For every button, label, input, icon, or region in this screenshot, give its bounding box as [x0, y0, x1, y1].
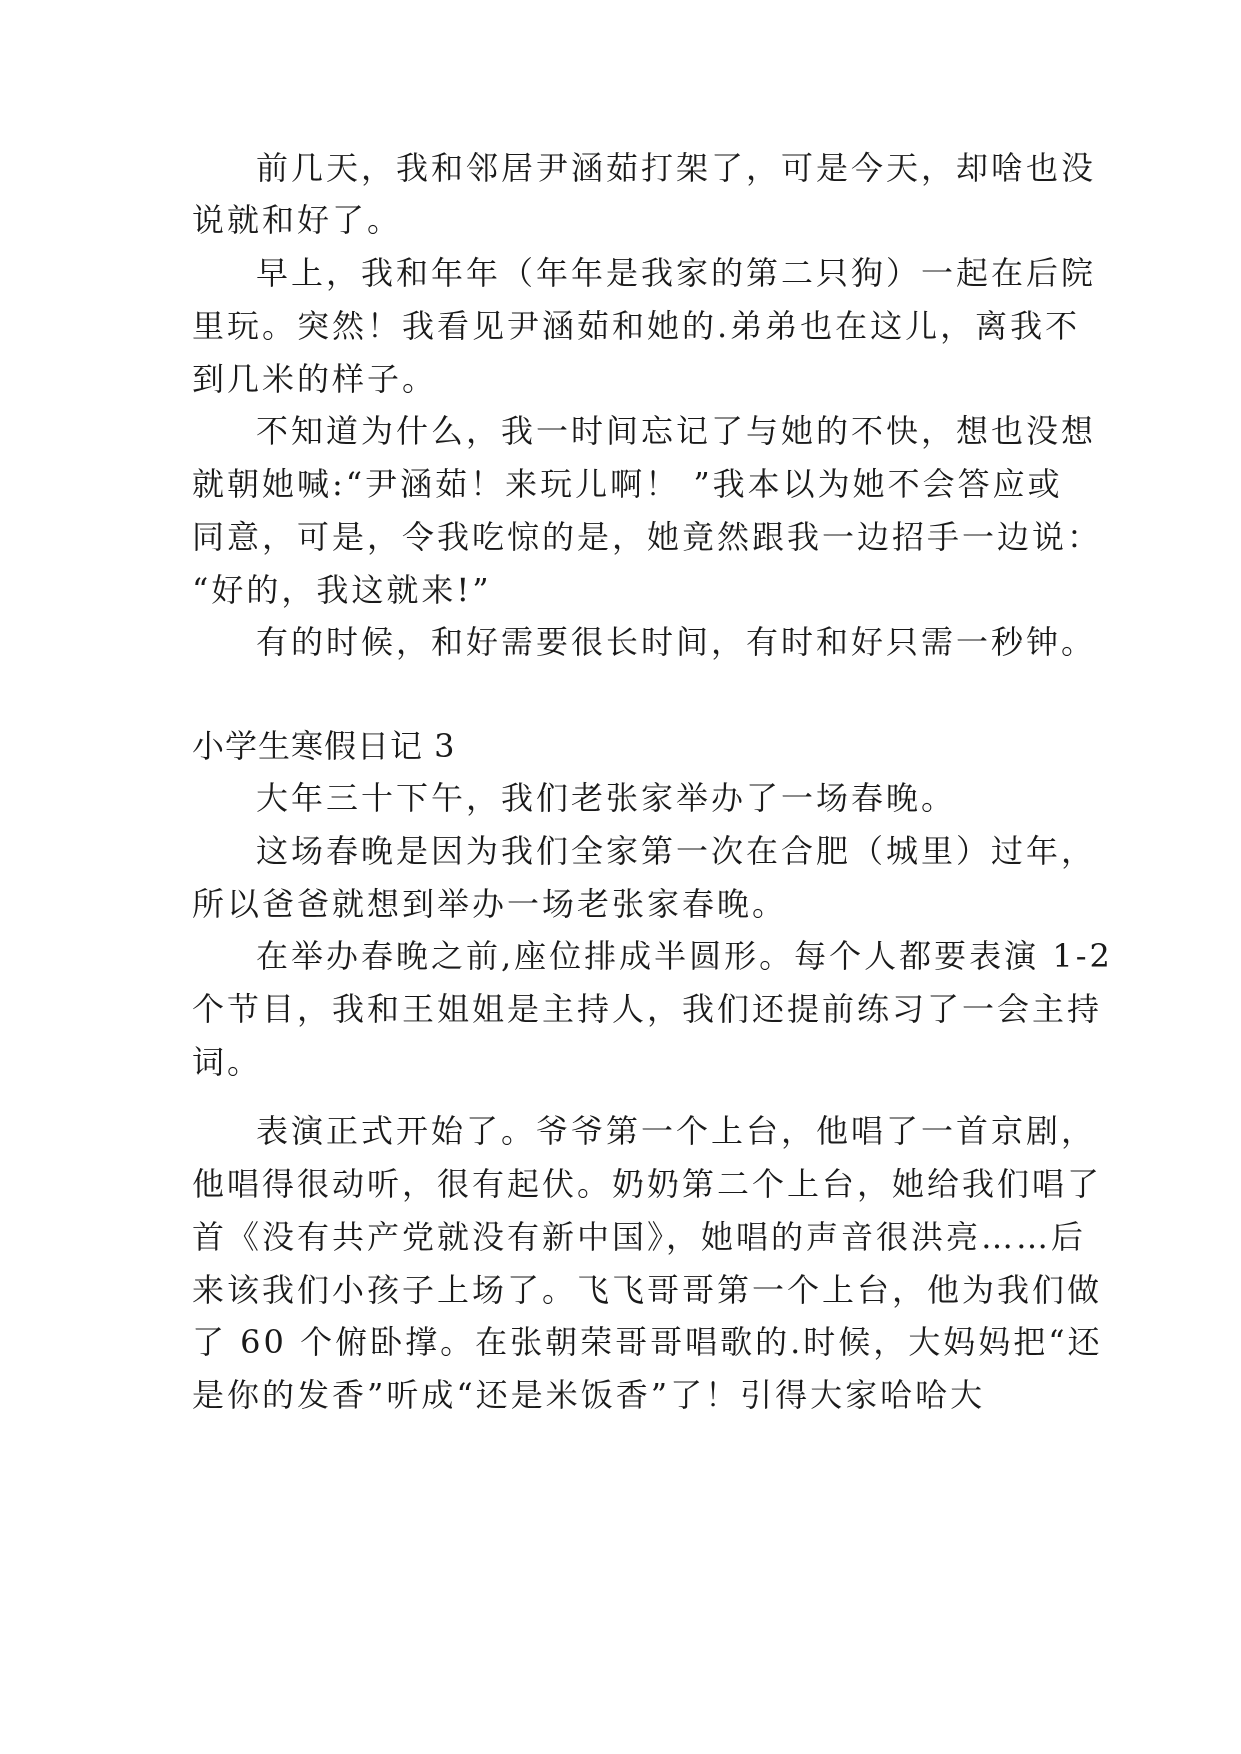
paragraph-line: 早上，我和年年（年年是我家的第二只狗）一起在后院: [256, 254, 1097, 292]
paragraph-line: 有的时候，和好需要很长时间，有时和好只需一秒钟。: [256, 623, 1097, 661]
paragraph-line: 这场春晚是因为我们全家第一次在合肥（城里）过年，: [256, 832, 1097, 870]
paragraph-line: 表演正式开始了。爷爷第一个上台，他唱了一首京剧，: [256, 1112, 1097, 1150]
paragraph-line: 来该我们小孩子上场了。飞飞哥哥第一个上台，他为我们做: [192, 1271, 1103, 1309]
paragraph-line: 前几天，我和邻居尹涵茹打架了，可是今天，却啥也没: [256, 149, 1097, 187]
paragraph-line: 不知道为什么，我一时间忘记了与她的不快，想也没想: [256, 412, 1097, 450]
paragraph-line: 首《没有共产党就没有新中国》，她唱的声音很洪亮……后: [192, 1218, 1087, 1256]
paragraph-line: 大年三十下午，我们老张家举办了一场春晚。: [256, 779, 957, 817]
paragraph-line: 是你的发香”听成“还是米饭香”了！引得大家哈哈大: [192, 1376, 986, 1414]
paragraph-line: 所以爸爸就想到举办一场老张家春晚。: [192, 885, 788, 923]
paragraph-line: “好的，我这就来!”: [192, 571, 492, 609]
paragraph-line: 个节目，我和王姐姐是主持人，我们还提前练习了一会主持: [192, 990, 1103, 1028]
paragraph-line: 就朝她喊:“尹涵茹！来玩儿啊！ ”我本以为她不会答应或: [192, 465, 1063, 503]
paragraph-line: 说就和好了。: [192, 201, 403, 239]
paragraph-line: 了 60 个俯卧撑。在张朝荣哥哥唱歌的.时候，大妈妈把“还: [192, 1323, 1103, 1361]
paragraph-line: 同意，可是，令我吃惊的是，她竟然跟我一边招手一边说：: [192, 518, 1103, 556]
paragraph-line: 在举办春晚之前,座位排成半圆形。每个人都要表演 1-2: [256, 937, 1113, 975]
paragraph-line: 里玩。突然！我看见尹涵茹和她的.弟弟也在这儿，离我不: [192, 307, 1081, 345]
paragraph-line: 他唱得很动听，很有起伏。奶奶第二个上台，她给我们唱了: [192, 1165, 1103, 1203]
paragraph-line: 到几米的样子。: [192, 360, 438, 398]
section-title: 小学生寒假日记 3: [192, 727, 456, 765]
paragraph-line: 词。: [192, 1043, 263, 1081]
